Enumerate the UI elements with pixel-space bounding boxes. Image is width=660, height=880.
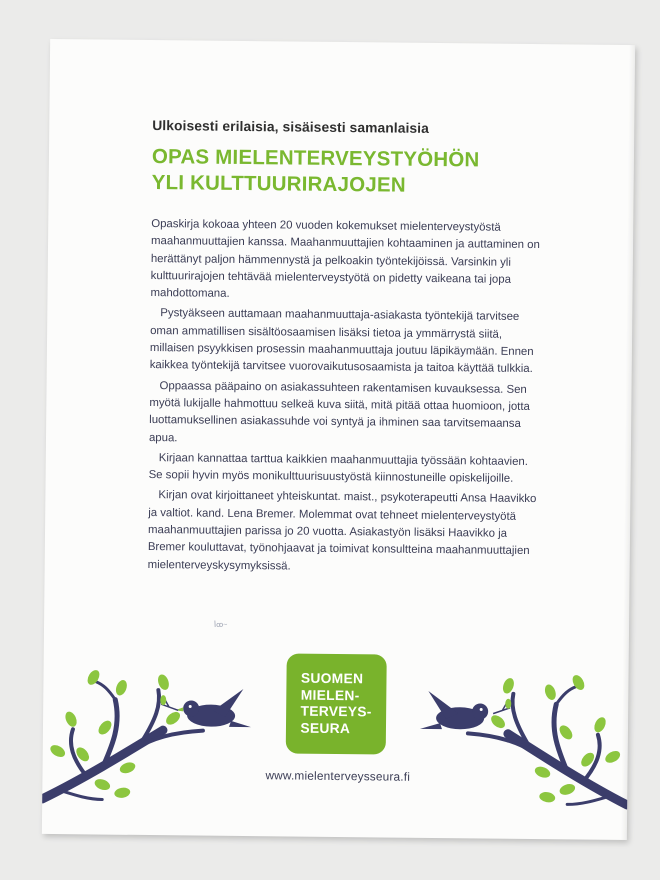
logo-line-1: SUOMEN bbox=[300, 670, 364, 687]
website-url: www.mielenterveysseura.fi bbox=[265, 768, 411, 784]
paragraph-4: Kirjaan kannattaa tarttua kaikkien maahanmuuttajia työssään kohtaavien. Se sopii hyvin myös monikulttuurisuustyöstä kiinnostuneille opiskelijoille. bbox=[148, 451, 528, 485]
book-back-cover bbox=[42, 39, 635, 840]
right-branch-bird-illustration bbox=[417, 663, 629, 815]
paragraph-2: Pystyäkseen auttamaan maahanmuuttaja-asiakasta työntekijä tarvitsee oman ammatillisen sisältöosaamisen lisäksi tietoa ja ymmärrystä siitä, millaisen psyykkisen prosessin maahanmuuttaja joutuu läpikäymään. Ennen kaikkea työntekijä tarvitsee vuorovaikutusosaamista ja taitoa käyttää tulkkia. bbox=[149, 307, 534, 376]
description bbox=[148, 216, 547, 581]
suomen-mielenterveysseura-logo bbox=[286, 653, 387, 754]
paragraph-5: Kirjan ovat kirjoittaneet yhteiskuntat. maist., psykoterapeutti Ansa Haavikko ja valtiot. kand. Lena Bremer. Molemmat ovat tehneet mielenterveystyötä maahanmuuttajien parissa jo 20 vuotta. Asiakastyön lisäksi Haavikko ja Bremer kouluttavat, työnohjaavat ja toimivat konsultteina maahanmuuttajien mielenterveyskysymyksissä. bbox=[147, 489, 537, 573]
logo-line-3: TERVEYS- bbox=[300, 703, 372, 720]
book-title bbox=[152, 144, 480, 199]
pencil-mark: ꟾꝏ~ bbox=[213, 621, 228, 630]
paragraph-1: Opaskirja kokoaa yhteen 20 vuoden kokemukset mielenterveystyöstä maahanmuuttajien kanssa. Maahanmuuttajien kohtaaminen ja auttaminen on herättänyt paljon hämmennystä ja pelkoakin työntekijöissä. Varsinkin yli kulttuurirajojen tehtävää mielenterveystyötä on pidetty vaikeana tai jopa mahdottomana. bbox=[150, 218, 540, 301]
title-line-2: YLI KULTTUURIRAJOJEN bbox=[151, 171, 406, 197]
logo-line-4: SEURA bbox=[300, 720, 351, 736]
title-line-1: OPAS MIELENTERVEYSTYÖHÖN bbox=[151, 145, 480, 172]
left-branch-bird-illustration bbox=[42, 659, 254, 811]
paragraph-3: Oppaassa pääpaino on asiakassuhteen rakentamisen kuvauksessa. Sen myötä lukijalle hahmottuu selkeä kuva siitä, mitä pitää ottaa huomioon, jotta luottamuksellinen asiakassuhde voi syntyä ja ihminen saa tarvitsemaansa apua. bbox=[148, 379, 530, 444]
tagline: Ulkoisesti erilaisia, sisäisesti samanlaisia bbox=[152, 118, 430, 136]
logo-line-2: MIELEN- bbox=[300, 687, 360, 703]
